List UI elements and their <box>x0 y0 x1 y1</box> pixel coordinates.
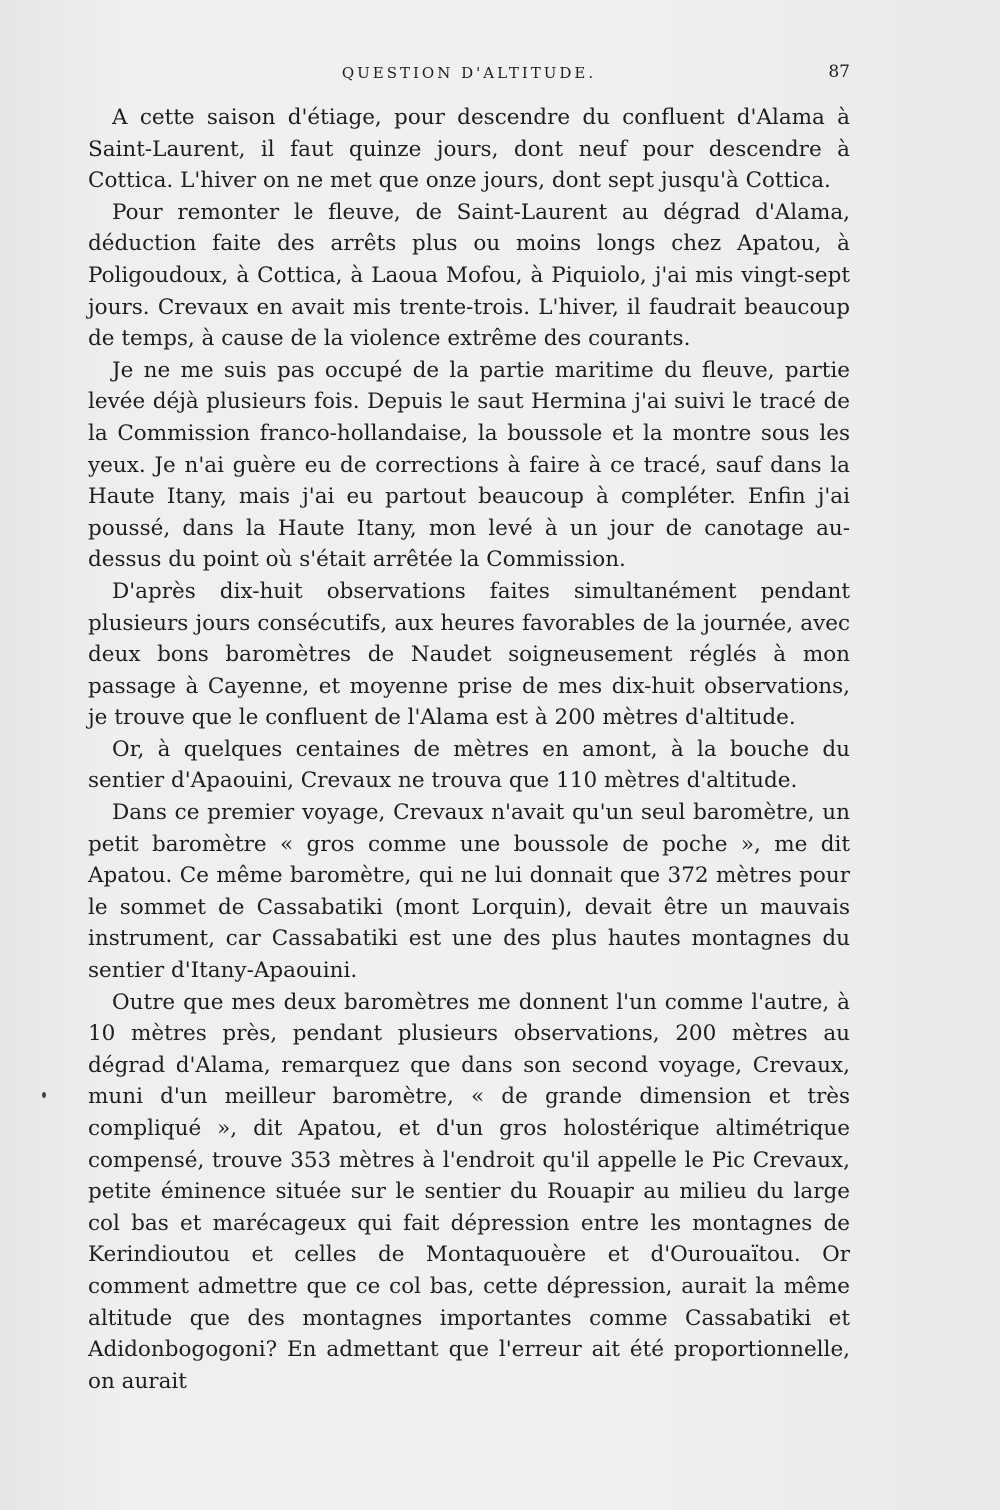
paragraph: A cette saison d'étiage, pour descendre du confluent d'Alama à Saint-Laurent, il faut quinze jours, dont neuf pour descendre à Cottica. L'hiver on ne met que onze jours, dont sept jusqu'à Cottica. <box>88 105 850 194</box>
paragraph: Pour remonter le fleuve, de Saint-Laurent au dégrad d'Alama, déduction faite des arrêts plus ou moins longs chez Apatou, à Poligoudoux, à Cottica, à Laoua Mofou, à Piquiolo, j'ai mis vingt-sept jours. Crevaux en avait mis trente-trois. L'hiver, il faudrait beaucoup de temps, à cause de la violence extrême des courants. <box>88 199 850 352</box>
page-number: 87 <box>828 62 850 82</box>
body-text <box>88 102 850 1397</box>
paragraph: Or, à quelques centaines de mètres en amont, à la bouche du sentier d'Apaouini, Crevaux ne trouva que 110 mètres d'altitude. <box>88 736 850 794</box>
paragraph: Outre que mes deux baromètres me donnent l'un comme l'autre, à 10 mètres près, pendant plusieurs observations, 200 mètres au dégrad d'Alama, remarquez que dans son second voyage, Crevaux, muni d'un meilleur baromètre, « de grande dimension et très compliqué », dit Apatou, et d'un gros holostérique altimétrique compensé, trouve 353 mètres à l'endroit qu'il appelle le Pic Crevaux, petite éminence située sur le sentier du Rouapir au milieu du large col bas et marécageux qui fait dépression entre les montagnes de Kerindioutou et celles de Montaquouère et d'Ourouaïtou. Or comment admettre que ce col bas, cette dépression, aurait la même altitude que des montagnes importantes comme Cassabatiki et Adidonbogogoni? En admettant que l'erreur ait été proportionnelle, on aurait <box>88 989 850 1394</box>
page-header <box>88 60 850 90</box>
paragraph: D'après dix-huit observations faites simultanément pendant plusieurs jours consécutifs, aux heures favorables de la journée, avec deux bons baromètres de Naudet soigneusement réglés à mon passage à Cayenne, et moyenne prise de mes dix-huit observations, je trouve que le confluent de l'Alama est à 200 mètres d'altitude. <box>88 578 850 731</box>
ink-speck <box>42 1092 46 1098</box>
paragraph: Dans ce premier voyage, Crevaux n'avait qu'un seul baromètre, un petit baromètre « gros comme une boussole de poche », me dit Apatou. Ce même baromètre, qui ne lui donnait que 372 mètres pour le sommet de Cassabatiki (mont Lorquin), devait être un mauvais instrument, car Cassabatiki est une des plus hautes montagnes du sentier d'Itany-Apaouini. <box>88 800 850 984</box>
running-title: QUESTION D'ALTITUDE. <box>341 64 597 82</box>
paragraph: Je ne me suis pas occupé de la partie maritime du fleuve, partie levée déjà plusieurs fois. Depuis le saut Hermina j'ai suivi le tracé de la Commission franco-hollandaise, la boussole et la montre sous les yeux. Je n'ai guère eu de corrections à faire à ce tracé, sauf dans la Haute Itany, mais j'ai eu partout beaucoup à compléter. Enfin j'ai poussé, dans la Haute Itany, mon levé à un jour de canotage au-dessus du point où s'était arrêtée la Commission. <box>88 357 850 573</box>
